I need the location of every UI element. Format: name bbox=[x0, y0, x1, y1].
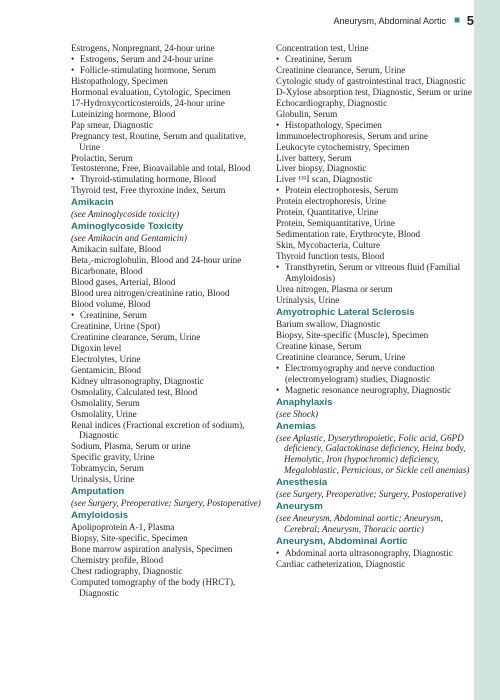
index-entry: Urinalysis, Urine bbox=[276, 294, 340, 305]
index-entry: Histopathology, Specimen bbox=[71, 75, 168, 86]
index-entry: Liver ¹³¹I scan, Diagnostic bbox=[276, 174, 373, 185]
index-entry: Blood urea nitrogen/creatinine ratio, Blood bbox=[71, 288, 230, 299]
bulleted-index-entry: • Thyroid-stimulating hormone, Blood bbox=[71, 174, 261, 185]
index-entry: Osmolality, Calculated test, Blood bbox=[71, 386, 198, 397]
cross-reference: (see Surgery, Preoperative; Surgery, Postoperative) bbox=[71, 498, 261, 509]
running-header-title: Aneurysm, Abdominal Aortic bbox=[333, 16, 446, 26]
index-entry: Estrogens, Nonpregnant, 24-hour urine bbox=[71, 43, 215, 53]
section-heading: Amputation bbox=[71, 486, 125, 498]
index-entry: Blood gases, Arterial, Blood bbox=[71, 277, 176, 288]
bulleted-index-entry: • Protein electrophoresis, Serum bbox=[276, 185, 472, 196]
index-entry: Prolactin, Serum bbox=[71, 152, 133, 163]
index-entry: Creatinine clearance, Serum, Urine bbox=[71, 331, 201, 342]
index-entry: Biopsy, Site-specific (Muscle), Specimen bbox=[276, 329, 429, 340]
bulleted-index-entry: • Histopathology, Specimen bbox=[276, 120, 472, 131]
index-entry: Computed tomography of the body (HRCT), Diagnostic bbox=[71, 576, 236, 598]
index-entry: Chest radiography, Diagnostic bbox=[71, 565, 183, 576]
cross-reference: (see Shock) bbox=[276, 408, 319, 419]
index-entry: Urinalysis, Urine bbox=[71, 474, 135, 485]
section-heading: Aneurysm, Abdominal Aortic bbox=[276, 536, 408, 548]
page-number: 5 bbox=[466, 13, 474, 28]
bulleted-index-entry: • Creatinine, Serum bbox=[276, 54, 472, 65]
index-entry: Renal indices (Fractional excretion of sodium), Diagnostic bbox=[71, 419, 245, 441]
index-entry: Testosterone, Free, Bioavailable and total, Blood bbox=[71, 163, 251, 174]
index-entry: Creatine kinase, Serum bbox=[276, 340, 362, 351]
index-entry: Globulin, Serum bbox=[276, 108, 338, 119]
index-entry: Sodium, Plasma, Serum or urine bbox=[71, 441, 191, 452]
index-entry: Hormonal evaluation, Cytologic, Specimen bbox=[71, 86, 231, 97]
index-entry: Leukocyte cytochemistry, Specimen bbox=[276, 141, 410, 152]
index-entry: Biopsy, Site-specific, Specimen bbox=[71, 533, 188, 544]
index-entry: Osmolality, Serum bbox=[71, 397, 140, 408]
side-tab-bar bbox=[474, 0, 500, 700]
section-heading: Aneurysm bbox=[276, 501, 323, 513]
index-entry: Barium swallow, Diagnostic bbox=[276, 318, 381, 329]
index-entry: Sedimentation rate, Erythrocyte, Blood bbox=[276, 229, 421, 240]
bulleted-index-entry: • Follicle-stimulating hormone, Serum bbox=[71, 65, 261, 76]
cross-reference: (see Aplastic, Dyserythropoietic, Folic acid, G6PD deficiency, Galactokinase deficiency, Heinz body, Hemolytic, Iron (hypochromic) deficiency, Megaloblastic, Pernicious, or Sickle cell anemias) bbox=[276, 432, 470, 476]
index-entry: Kidney ultrasonography, Diagnostic bbox=[71, 375, 204, 386]
index-entry: Creatinine clearance, Serum, Urine bbox=[276, 351, 406, 362]
index-entry: Thyroid function tests, Blood bbox=[276, 251, 385, 262]
index-entry: Protein, Semiquantitative, Urine bbox=[276, 218, 395, 229]
right-column bbox=[276, 43, 472, 570]
index-entry: Electrolytes, Urine bbox=[71, 353, 141, 364]
index-entry: Blood volume, Blood bbox=[71, 299, 151, 310]
index-entry: D-Xylose absorption test, Diagnostic, Serum or urine bbox=[276, 86, 472, 97]
bulleted-index-entry: • Estrogens, Serum and 24-hour urine bbox=[71, 54, 261, 65]
index-entry: Concentration test, Urine bbox=[276, 43, 369, 53]
index-entry: Specific gravity, Urine bbox=[71, 452, 155, 463]
index-entry: Apolipoprotein A-1, Plasma bbox=[71, 522, 175, 533]
section-heading: Anemias bbox=[276, 420, 316, 432]
index-entry: Thyroid test, Free thyroxine index, Serum bbox=[71, 185, 226, 196]
index-entry: Immunoelectrophoresis, Serum and urine bbox=[276, 130, 429, 141]
cross-reference: (see Amikacin and Gentamicin) bbox=[71, 233, 187, 244]
index-entry: Amikacin sulfate, Blood bbox=[71, 244, 162, 255]
section-heading: Amikacin bbox=[71, 197, 114, 209]
section-heading: Amyloidosis bbox=[71, 510, 129, 522]
index-entry: Protein, Quantitative, Urine bbox=[276, 207, 379, 218]
index-entry: Beta₂-microglobulin, Blood and 24-hour urine bbox=[71, 255, 242, 266]
bulleted-index-entry: • Abdominal aorta ultrasonography, Diagnostic bbox=[276, 548, 472, 559]
section-heading: Anesthesia bbox=[276, 477, 328, 489]
bulleted-index-entry: • Creatinine, Serum bbox=[71, 310, 261, 321]
index-entry: Gentamicin, Blood bbox=[71, 364, 141, 375]
running-header bbox=[0, 14, 474, 30]
index-entry: 17-Hydroxycorticosteroids, 24-hour urine bbox=[71, 97, 225, 108]
index-entry: Protein electrophoresis, Urine bbox=[276, 196, 386, 207]
index-entry: Creatinine, Urine (Spot) bbox=[71, 320, 161, 331]
index-entry: Osmolality, Urine bbox=[71, 408, 137, 419]
index-entry: Luteinizing hormone, Blood bbox=[71, 108, 176, 119]
section-heading: Amyotrophic Lateral Sclerosis bbox=[276, 306, 415, 318]
bulleted-index-entry: • Electromyography and nerve conduction (electromyelogram) studies, Diagnostic bbox=[276, 363, 472, 385]
index-entry: Skin, Mycobacteria, Culture bbox=[276, 240, 381, 251]
index-entry: Digoxin level bbox=[71, 342, 122, 353]
index-entry: Cytologic study of gastrointestinal tract, Diagnostic bbox=[276, 75, 466, 86]
bulleted-index-entry: • Transthyretin, Serum or vitreous fluid (Familial Amyloidosis) bbox=[276, 262, 472, 284]
index-entry: Cardiac catheterization, Diagnostic bbox=[276, 559, 406, 570]
index-entry: Chemistry profile, Blood bbox=[71, 555, 164, 566]
index-entry: Pap smear, Diagnostic bbox=[71, 119, 154, 130]
cross-reference: (see Aminoglycoside toxicity) bbox=[71, 209, 179, 220]
index-entry: Bicarbonate, Blood bbox=[71, 266, 143, 277]
index-entry: Creatinine clearance, Serum, Urine bbox=[276, 64, 406, 75]
index-entry: Tobramycin, Serum bbox=[71, 463, 144, 474]
index-entry: Pregnancy test, Routine, Serum and qualitative, Urine bbox=[71, 130, 247, 152]
index-entry: Liver biopsy, Diagnostic bbox=[276, 163, 367, 174]
cross-reference: (see Aneurysm, Abdominal aortic; Aneurysm, Cerebral; Aneurysm, Thoracic aortic) bbox=[276, 513, 443, 535]
section-heading: Aminoglycoside Toxicity bbox=[71, 221, 184, 233]
left-column bbox=[71, 43, 261, 599]
index-entry: Liver battery, Serum bbox=[276, 152, 352, 163]
header-bullet-icon: ■ bbox=[453, 15, 460, 26]
section-heading: Anaphylaxis bbox=[276, 396, 333, 408]
index-entry: Echocardiography, Diagnostic bbox=[276, 97, 388, 108]
cross-reference: (see Surgery, Preoperative; Surgery, Postoperative) bbox=[276, 489, 466, 500]
bulleted-index-entry: • Magnetic resonance neurography, Diagnostic bbox=[276, 385, 472, 396]
index-entry: Bone marrow aspiration analysis, Specimen bbox=[71, 544, 233, 555]
index-entry: Urea nitrogen, Plasma or serum bbox=[276, 283, 393, 294]
